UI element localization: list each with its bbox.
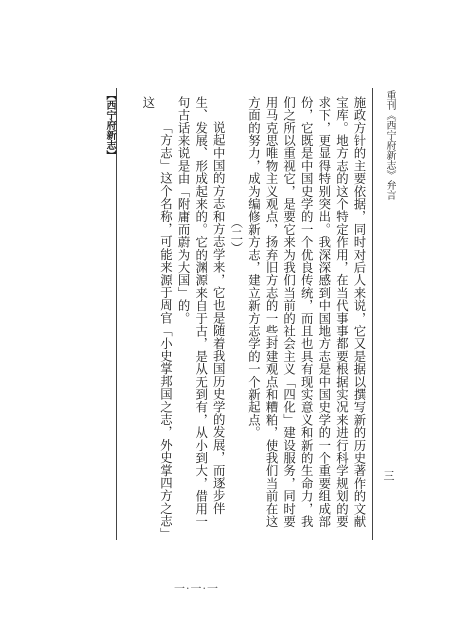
paragraph-1: 施政方针的主要依据，同时对后人来说，它又是据以撰写新的历史著作的文献宝库。地方志的这个特定作用，在当代事事都要根据实况来进行科学规划的要求下，更显得特别突出。我深深感到中国地方志是中国史学的一个重要组成部份，它既是中国史学的一个优良传统，而且也具有现实意义和新的生命力，我们之所以重视它，是要它来为我们当前的社会主义「四化」建设服务，同时要用马克思唯物主义观点，扬弃旧方志的一些封建观点和糟粕，使我们当前在这方面的努力，成为编修新方志，建立新方志学的一个新起点。 xyxy=(246,96,367,528)
paragraph-3: 「方志」这个名称，可能来源于周官「小史掌邦国之志，外史掌四方之志」这 xyxy=(140,96,174,534)
bottom-mark: 一·一·一 xyxy=(174,582,219,594)
paragraph-2: 说起中国的方志和方志学来，它也是随着我国历史学的发展，而逐步伴生、发展、形成起来的。它的渊源来自于古，是从无到有，从小到大，借用一句古话来说是由「附庸而蔚为大国」的。 xyxy=(176,96,227,528)
running-header-left: 【西宁府新志】 xyxy=(104,90,115,160)
body-text xyxy=(122,96,368,536)
page-number: 三 xyxy=(382,470,395,481)
right-frame-rule xyxy=(372,88,373,540)
running-header-right: 重刊《西宁府新志》弁言 xyxy=(384,90,395,200)
section-heading: （二） xyxy=(228,216,244,255)
